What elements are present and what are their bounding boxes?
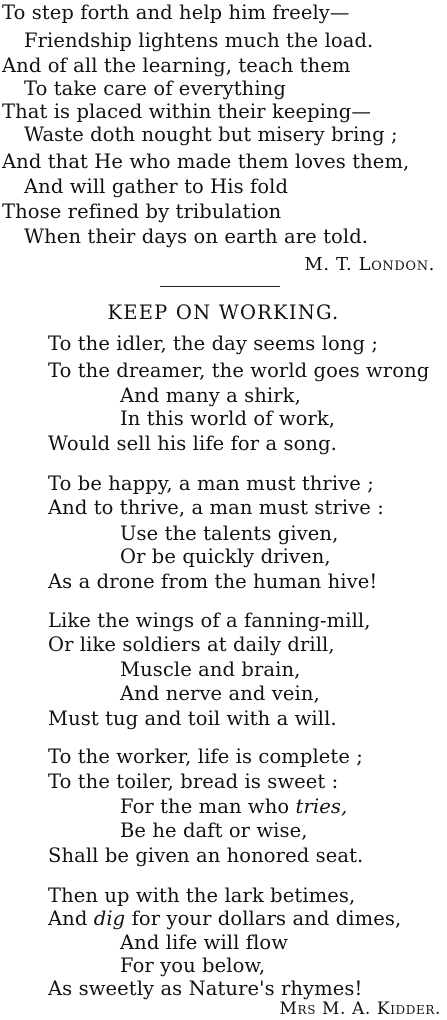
poem-title: KEEP ON WORKING. [107,301,340,324]
poem-line: Shall be given an honored seat. [48,844,364,867]
poem-line: For you below, [120,954,266,977]
poem-line: And that He who made them loves them, [2,150,410,173]
emphasized-word: dig [93,907,126,930]
poem-line: Muscle and brain, [120,658,301,681]
poem-line: And nerve and vein, [120,682,320,705]
poem-text: For the man who [120,795,290,818]
poem-line: Like the wings of a fanning-mill, [48,609,371,632]
poem-text: And [48,907,88,930]
poem-line: Would sell his life for a song. [48,432,337,455]
poem-line: To the toiler, bread is sweet : [48,770,339,793]
poem-line: In this world of work, [120,407,336,430]
poem-line: Those refined by tribulation [2,200,282,223]
poem-line: And to thrive, a man must strive : [48,496,384,519]
poem-line: Must tug and toil with a will. [48,707,337,730]
poem-line: And many a shirk, [120,384,301,407]
poem-line: To the worker, life is complete ; [48,745,363,768]
poem-line: Then up with the lark betimes, [48,884,356,907]
poem-line: Be he daft or wise, [120,819,308,842]
poem-line: To be happy, a man must thrive ; [48,472,374,495]
poem-line: Use the talents given, [120,522,339,545]
poem-line: And life will flow [120,931,289,954]
poem-line: As sweetly as Nature's rhymes! [48,977,363,1000]
poem-line: To the idler, the day seems long ; [48,332,379,355]
poem-2-author: Mrs M. A. Kidder. [279,999,441,1019]
emphasized-word: tries, [295,795,348,818]
poem-line: To step forth and help him freely— [2,1,350,24]
poem-line: As a drone from the human hive! [48,570,378,593]
poem-line: And will gather to His fold [24,175,289,198]
poem-line: When their days on earth are told. [24,225,369,248]
poem-1-author: M. T. London. [304,254,435,275]
poem-line: And of all the learning, teach them [2,54,351,77]
poem-line: Waste doth nought but misery bring ; [24,123,398,146]
poem-line: Friendship lightens much the load. [24,29,374,52]
poem-line [120,796,347,818]
poem-text: for your dollars and dimes, [131,907,402,930]
poem-line: To take care of everything [24,77,286,100]
poem-line: That is placed within their keeping— [2,100,371,123]
poem-line: Or be quickly driven, [120,545,331,568]
poem-line: To the dreamer, the world goes wrong [48,359,430,382]
poem-line [48,908,401,930]
section-divider [160,286,280,287]
poem-line: Or like soldiers at daily drill, [48,633,335,656]
